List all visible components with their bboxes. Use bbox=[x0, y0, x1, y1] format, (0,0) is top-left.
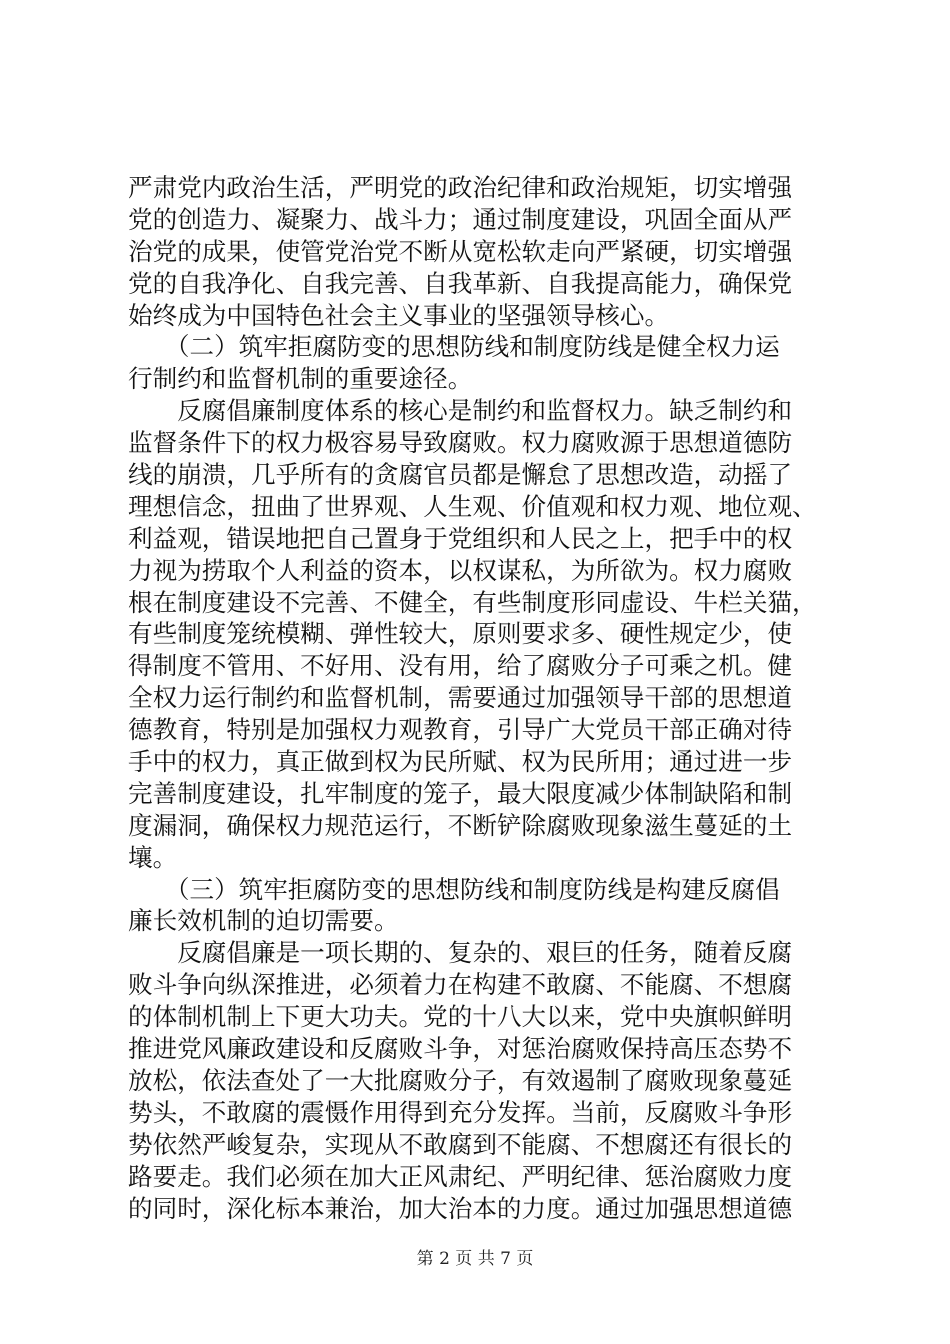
text-line: 势头，不敢腐的震慑作用得到充分发挥。当前，反腐败斗争形 bbox=[128, 1097, 793, 1127]
text-line: 手中的权力，真正做到权为民所赋、权为民所用；通过进一步 bbox=[128, 747, 793, 777]
text-line: 得制度不管用、不好用、没有用，给了腐败分子可乘之机。健 bbox=[128, 651, 793, 681]
text-line: 根在制度建设不完善、不健全，有些制度形同虚设、牛栏关猫， bbox=[128, 587, 817, 617]
text-line: 治党的成果，使管党治党不断从宽松软走向严紧硬，切实增强 bbox=[128, 236, 793, 266]
text-line: 路要走。我们必须在加大正风肃纪、严明纪律、惩治腐败力度 bbox=[128, 1161, 793, 1191]
text-line: 完善制度建设，扎牢制度的笼子，最大限度减少体制缺陷和制 bbox=[128, 778, 793, 808]
text-line: （二）筑牢拒腐防变的思想防线和制度防线是健全权力运 bbox=[128, 332, 780, 362]
text-line: 度漏洞，确保权力规范运行，不断铲除腐败现象滋生蔓延的土 bbox=[128, 810, 793, 840]
text-line: 始终成为中国特色社会主义事业的坚强领导核心。 bbox=[128, 300, 670, 330]
text-line: 线的崩溃，几乎所有的贪腐官员都是懈怠了思想改造，动摇了 bbox=[128, 460, 793, 490]
text-line: 力视为捞取个人利益的资本，以权谋私，为所欲为。权力腐败 bbox=[128, 555, 793, 585]
text-line: 败斗争向纵深推进，必须着力在构建不敢腐、不能腐、不想腐 bbox=[128, 970, 793, 1000]
text-line: 的体制机制上下更大功夫。党的十八大以来，党中央旗帜鲜明 bbox=[128, 1002, 793, 1032]
text-line: 反腐倡廉制度体系的核心是制约和监督权力。缺乏制约和 bbox=[128, 396, 793, 426]
text-line: 党的创造力、凝聚力、战斗力；通过制度建设，巩固全面从严 bbox=[128, 204, 793, 234]
text-line: 廉长效机制的迫切需要。 bbox=[128, 906, 399, 936]
text-line: 严肃党内政治生活，严明党的政治纪律和政治规矩，切实增强 bbox=[128, 173, 793, 202]
text-line: 的同时，深化标本兼治，加大治本的力度。通过加强思想道德 bbox=[128, 1193, 793, 1223]
document-body bbox=[128, 172, 828, 1224]
text-line: 利益观，错误地把自己置身于党组织和人民之上，把手中的权 bbox=[128, 523, 793, 553]
text-line: 势依然严峻复杂，实现从不敢腐到不能腐、不想腐还有很长的 bbox=[128, 1129, 793, 1159]
text-line: 反腐倡廉是一项长期的、复杂的、艰巨的任务，随着反腐 bbox=[128, 938, 793, 968]
text-line: （三）筑牢拒腐防变的思想防线和制度防线是构建反腐倡 bbox=[128, 874, 780, 904]
text-line: 党的自我净化、自我完善、自我革新、自我提高能力，确保党 bbox=[128, 268, 793, 298]
text-line: 壤。 bbox=[128, 842, 178, 872]
text-line: 推进党风廉政建设和反腐败斗争，对惩治腐败保持高压态势不 bbox=[128, 1034, 793, 1064]
text-line: 理想信念，扭曲了世界观、人生观、价值观和权力观、地位观、 bbox=[128, 491, 817, 521]
text-line: 放松，依法查处了一大批腐败分子，有效遏制了腐败现象蔓延 bbox=[128, 1065, 793, 1095]
text-line: 行制约和监督机制的重要途径。 bbox=[128, 364, 473, 394]
page-footer: 第 2 页 共 7 页 bbox=[416, 1249, 534, 1269]
text-line: 全权力运行制约和监督机制，需要通过加强领导干部的思想道 bbox=[128, 683, 793, 713]
text-line: 有些制度笼统模糊、弹性较大，原则要求多、硬性规定少，使 bbox=[128, 619, 793, 649]
text-line: 德教育，特别是加强权力观教育，引导广大党员干部正确对待 bbox=[128, 715, 793, 745]
text-line: 监督条件下的权力极容易导致腐败。权力腐败源于思想道德防 bbox=[128, 428, 793, 458]
